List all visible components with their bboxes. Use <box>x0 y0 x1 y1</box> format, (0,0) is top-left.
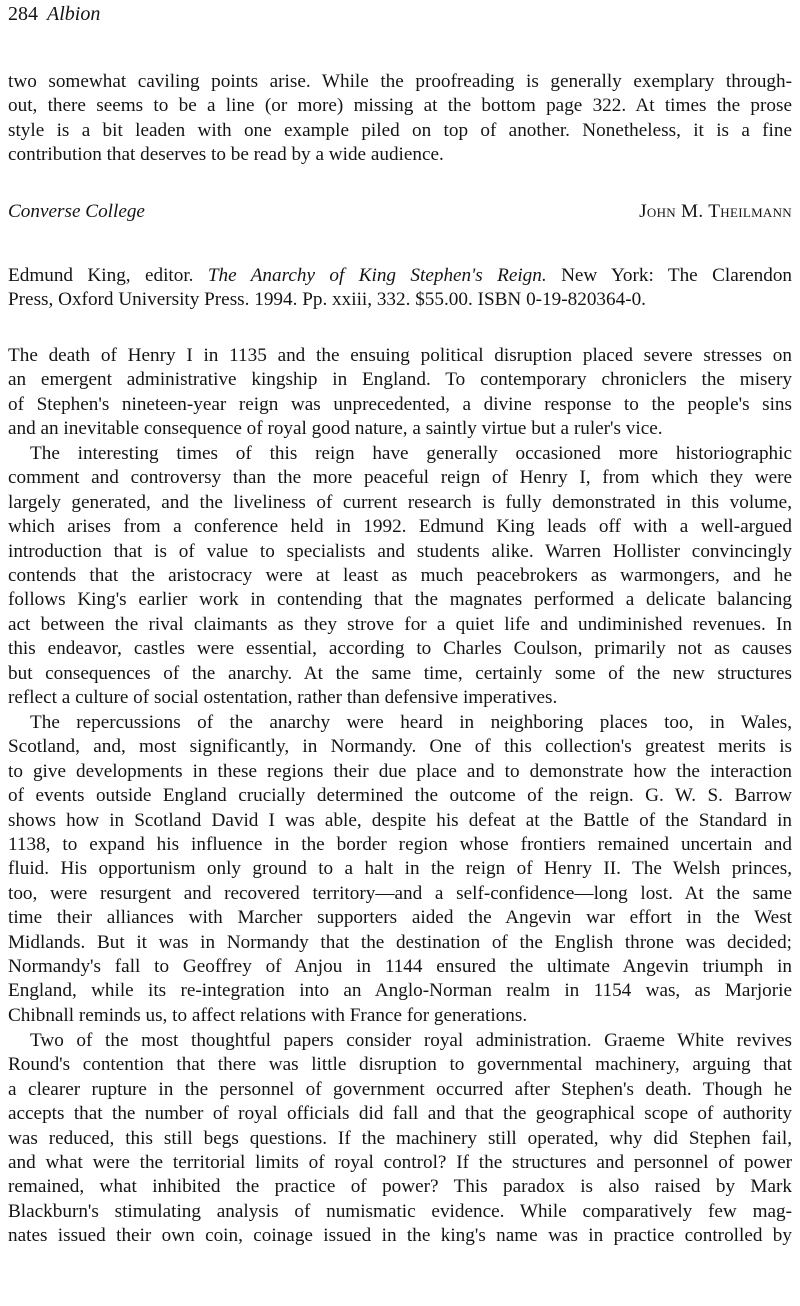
text-line: nates issued their own coin, coinage issued in the king's name was in practice controlled by <box>8 1225 792 1247</box>
text-line: Chibnall reminds us, to affect relations with France for generations. <box>8 1004 528 1026</box>
text-line: to give developments in these regions their due place and to demonstrate how the interaction <box>8 760 792 782</box>
text-line: contribution that deserves to be read by a wide audience. <box>8 144 444 166</box>
reviewer-affiliation: Converse College <box>8 201 145 222</box>
text-line: follows King's earlier work in contending that the magnates performed a delicate balancing <box>8 589 792 611</box>
text-line: England, while its re-integration into an Anglo-Norman realm in 1154 was, as Marjorie <box>8 980 792 1002</box>
text-line: introduction that is of value to specialists and students alike. Warren Hollister convincingly <box>8 540 792 562</box>
text-line: The death of Henry I in 1135 and the ensuing political disruption placed severe stresses on <box>8 345 792 366</box>
text-line: The repercussions of the anarchy were heard in neighboring places too, in Wales, <box>30 712 792 733</box>
text-line: Scotland, and, most significantly, in Normandy. One of this collection's greatest merits is <box>8 736 792 758</box>
text-line: Round's contention that there was little disruption to governmental machinery, arguing that <box>8 1054 792 1076</box>
review-signature <box>8 200 792 224</box>
text-line: two somewhat caviling points arise. While the proofreading is generally exemplary through- <box>8 71 792 92</box>
text-line: largely generated, and the liveliness of current research is fully demonstrated in this volume, <box>8 491 792 513</box>
book-citation <box>8 264 792 313</box>
text-line: Midlands. But it was in Normandy that the destination of the English throne was decided; <box>8 931 792 953</box>
citation-editor: Edmund King, editor. <box>8 265 208 286</box>
text-line: contends that the aristocracy were at least as much peacebrokers as warmongers, and he <box>8 564 792 586</box>
text-line: fluid. His opportunism only ground to a halt in the reign of Henry II. The Welsh princes, <box>8 858 792 880</box>
book-title: The Anarchy of King Stephen's Reign. <box>207 265 547 286</box>
text-line: a clearer rupture in the personnel of government occurred after Stephen's death. Though he <box>8 1078 792 1100</box>
text-line: Two of the most thoughtful papers consider royal administration. Graeme White revives <box>30 1030 792 1051</box>
text-line: Blackburn's stimulating analysis of numismatic evidence. While comparatively few mag- <box>8 1200 792 1222</box>
review-paragraph-1 <box>8 344 792 442</box>
text-line: which arises from a conference held in 1992. Edmund King leads off with a well-argued <box>8 516 792 538</box>
running-head <box>8 2 100 26</box>
text-line: too, were resurgent and recovered territory—and a self-confidence—long lost. At the same <box>8 882 792 904</box>
text-line: accepts that the number of royal officials did fall and that the geographical scope of authority <box>8 1103 792 1125</box>
text-line: and an inevitable consequence of royal good nature, a saintly virtue but a ruler's vice. <box>8 418 663 440</box>
text-line: but consequences of the anarchy. At the same time, certainly some of the new structures <box>8 662 792 684</box>
text-line: was reduced, this still begs questions. If the machinery still operated, why did Stephen fail, <box>8 1127 792 1149</box>
citation-publisher: New York: The Clarendon <box>546 265 792 286</box>
text-line: Normandy's fall to Geoffrey of Anjou in 1144 ensured the ultimate Angevin triumph in <box>8 955 792 977</box>
text-line: out, there seems to be a line (or more) missing at the bottom page 322. At times the prose <box>8 95 792 117</box>
review-paragraph-3 <box>8 711 792 1028</box>
text-line: The interesting times of this reign have generally occasioned more historiographic <box>30 443 792 464</box>
text-line: time their alliances with Marcher supporters aided the Angevin war effort in the West <box>8 907 792 929</box>
text-line: reflect a culture of social ostentation, rather than defensive imperatives. <box>8 686 558 708</box>
text-line: 1138, to expand his influence in the border region whose frontiers remained uncertain and <box>8 833 792 855</box>
text-line: an emergent administrative kingship in England. To contemporary chroniclers the misery <box>8 369 792 391</box>
text-line: of events outside England crucially determined the outcome of the reign. G. W. S. Barrow <box>8 785 792 807</box>
text-line: shows how in Scotland David I was able, despite his defeat at the Battle of the Standard in <box>8 809 792 831</box>
journal-title: Albion <box>47 3 101 25</box>
previous-review-ending <box>8 70 792 168</box>
text-line: remained, what inhibited the practice of power? This paradox is also raised by Mark <box>8 1176 792 1198</box>
text-line: style is a bit leaden with one example piled on top of another. Nonetheless, it is a fine <box>8 119 792 141</box>
reviewer-name: John M. Theilmann <box>639 201 792 222</box>
text-line: of Stephen's nineteen-year reign was unprecedented, a divine response to the people's sins <box>8 393 792 415</box>
citation-line-1 <box>8 264 792 288</box>
review-paragraph-4 <box>8 1029 792 1249</box>
text-line: act between the rival claimants as they strove for a quiet life and undiminished revenues. In <box>8 613 792 635</box>
citation-line-2: Press, Oxford University Press. 1994. Pp. xxiii, 332. $55.00. ISBN 0-19-820364-0. <box>8 289 646 311</box>
review-paragraph-2 <box>8 442 792 710</box>
page-number: 284 <box>8 3 38 25</box>
text-line: and what were the territorial limits of royal control? If the structures and personnel of power <box>8 1151 792 1173</box>
text-line: comment and controversy than the more peaceful reign of Henry I, from which they were <box>8 467 792 489</box>
text-line: this endeavor, castles were essential, according to Charles Coulson, primarily not as causes <box>8 638 792 660</box>
